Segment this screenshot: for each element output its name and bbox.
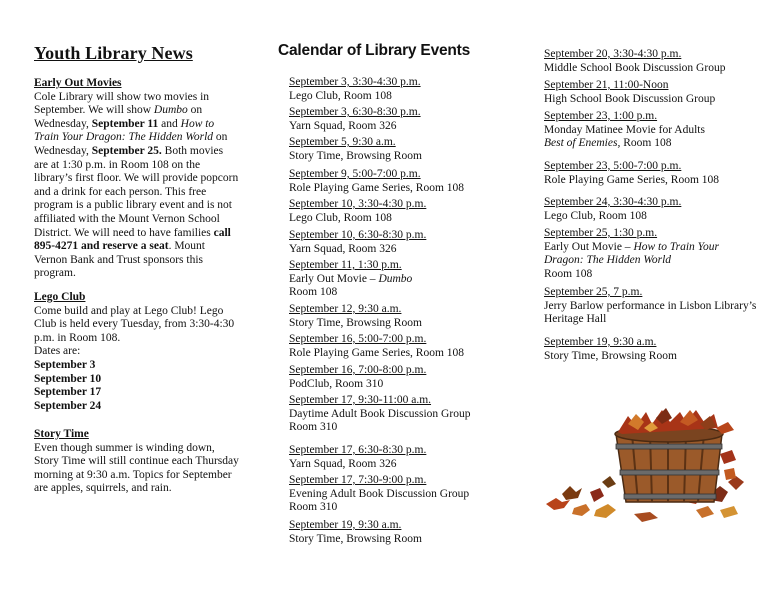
text-run: Room 108 [620,137,672,150]
calendar-event [289,76,519,103]
calendar-event [289,333,519,360]
event-detail: Lego Club, Room 108 [544,209,647,222]
event-date: September 5, 9:30 a.m. [289,136,396,148]
text-run: and [158,117,181,130]
event-date: September 3, 3:30-4:30 p.m. [289,76,421,88]
calendar-event [544,227,759,281]
lego-date: September 3 [34,358,96,371]
story-time-text: Even though summer is winding down, Story Time will still continue each Thursday morning at 9:30 a.m. Topics for September are apples, squirrels, and rain. [34,441,239,495]
calendar-event [544,196,759,223]
date-highlight: September 25. [91,144,162,157]
event-detail: Jerry Barlow performance in Lisbon Library’s Heritage Hall [544,299,757,326]
date-highlight: September 11 [91,117,159,130]
basket-of-autumn-leaves-icon [544,398,754,528]
event-detail: Yarn Squad, Room 326 [289,457,397,470]
event-date: September 24, 3:30-4:30 p.m. [544,196,682,208]
event-detail: High School Book Discussion Group [544,92,716,105]
movie-title: Best of Enemies, [544,137,621,150]
text-run: on Wednesday, [34,131,228,157]
event-date: September 20, 3:30-4:30 p.m. [544,48,682,60]
movie-title: Dumbo [378,272,413,285]
event-detail: Middle School Book Discussion Group [544,61,726,74]
event-detail: Story Time, Browsing Room [289,149,422,162]
section-heading: Lego Club [34,291,86,303]
lego-date: September 24 [34,399,102,412]
event-detail: PodClub, Room 310 [289,377,384,390]
event-detail: Story Time, Browsing Room [289,532,422,545]
event-date: September 23, 1:00 p.m. [544,110,658,122]
wooden-basket [615,426,723,502]
event-detail: Lego Club, Room 108 [289,211,392,224]
event-date: September 12, 9:30 a.m. [289,303,402,315]
calendar-event [289,364,519,391]
event-date: September 11, 1:30 p.m. [289,259,402,271]
event-detail [289,273,519,287]
event-detail: Story Time, Browsing Room [289,316,422,329]
calendar-event [289,136,519,163]
event-room: Room 108 [544,267,593,280]
event-detail [544,241,759,268]
event-date: September 9, 5:00-7:00 p.m. [289,168,421,180]
event-date: September 23, 5:00-7:00 p.m. [544,160,682,172]
event-room: Room 108 [289,286,338,299]
movie-title: How to Train Your Dragon: The Hidden World [544,240,719,267]
story-time-section [34,428,239,496]
calendar-event [289,229,519,256]
calendar-event [289,444,519,471]
calendar-event [289,519,519,546]
calendar-event [289,106,519,133]
calendar-event [289,394,519,435]
calendar-event [544,79,759,106]
movie-title: Dumbo [153,104,188,117]
calendar-title: Calendar of Library Events [278,42,471,59]
event-date: September 10, 3:30-4:30 p.m. [289,198,427,210]
lego-date: September 17 [34,386,102,399]
calendar-event [544,336,759,363]
calendar-event [289,198,519,225]
event-date: September 3, 6:30-8:30 p.m. [289,106,421,118]
event-detail: Monday Matinee Movie for Adults [544,123,705,136]
lego-club-section [34,291,239,413]
text-run: on Wednesday, [34,104,203,130]
movie-title: How to Train Your Dragon: The Hidden World [34,117,215,144]
section-heading: Story Time [34,428,89,440]
early-out-movies-section [34,77,239,281]
event-room: Room 310 [289,501,338,514]
text-run: Both movies are at 1:30 p.m. in Room 108 on the library’s first floor. We will provide popcorn and a drink for each person. This free program is a public library event and is not affiliated with the Mount Vernon School District. We will need to have families [34,144,239,239]
calendar-event [289,259,519,300]
event-detail: Lego Club, Room 108 [289,89,392,102]
calendar-event [544,110,759,151]
page-title: Youth Library News [34,43,193,63]
calendar-event [289,168,519,195]
event-date: September 16, 7:00-8:00 p.m. [289,364,427,376]
event-detail: Role Playing Game Series, Room 108 [544,173,720,186]
event-date: September 25, 1:30 p.m. [544,227,658,239]
calendar-event [544,286,759,327]
section-heading: Early Out Movies [34,77,122,89]
event-date: September 17, 7:30-9:00 p.m. [289,474,427,486]
lego-date: September 10 [34,372,102,385]
event-date: September 16, 5:00-7:00 p.m. [289,333,427,345]
event-date: September 17, 6:30-8:30 p.m. [289,444,427,456]
text-run: Early Out Movie – [289,272,379,285]
calendar-event [544,160,759,187]
event-detail [544,137,759,151]
lego-club-text: Come build and play at Lego Club! Lego Club is held every Tuesday, from 3:30-4:30 p.m. in Room 108. [34,304,235,344]
event-date: September 19, 9:30 a.m. [544,336,657,348]
event-detail: Role Playing Game Series, Room 108 [289,181,465,194]
event-date: September 10, 6:30-8:30 p.m. [289,229,427,241]
event-detail: Story Time, Browsing Room [544,349,677,362]
event-detail: Yarn Squad, Room 326 [289,119,397,132]
text-run: Cole Library will show two movies in September. We will show [34,90,210,117]
dates-label: Dates are: [34,345,81,358]
event-detail: Evening Adult Book Discussion Group [289,487,470,500]
calendar-event [289,474,519,515]
text-run: . Mount Vernon Bank and Trust sponsors this program. [34,240,205,280]
text-run: Early Out Movie – [544,240,634,253]
event-date: September 19, 9:30 a.m. [289,519,402,531]
event-room: Room 310 [289,421,338,434]
event-detail: Daytime Adult Book Discussion Group [289,407,471,420]
event-date: September 25, 7 p.m. [544,286,643,298]
event-detail: Role Playing Game Series, Room 108 [289,346,465,359]
reservation-phone: call 895-4271 and reserve a seat [34,226,231,253]
event-detail: Yarn Squad, Room 326 [289,242,397,255]
calendar-event [289,303,519,330]
calendar-event [544,48,759,75]
event-date: September 21, 11:00-Noon [544,79,669,91]
event-date: September 17, 9:30-11:00 a.m. [289,394,432,406]
early-out-movies-text [34,91,239,281]
